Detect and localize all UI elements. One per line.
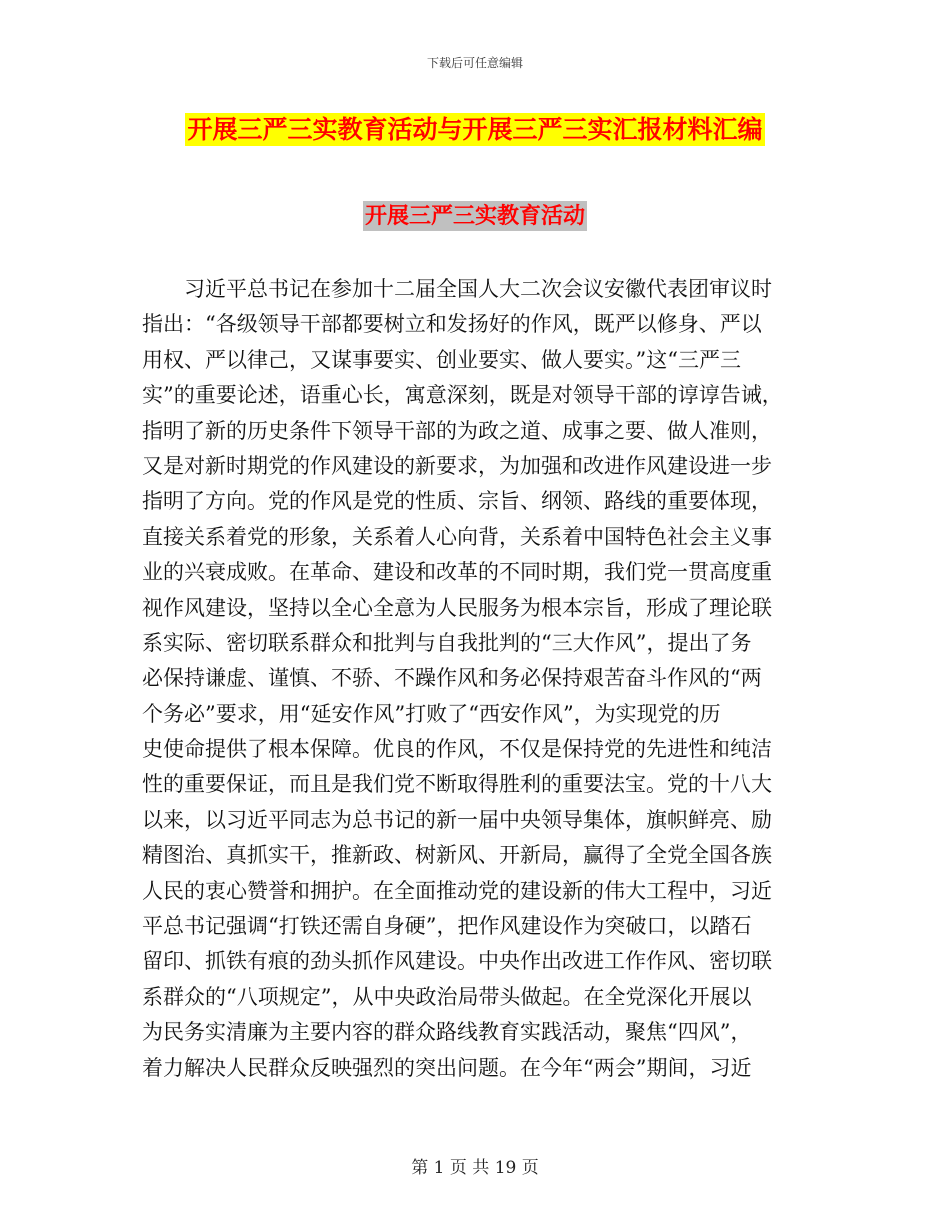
paragraph-line: 直接关系着党的形象，关系着人心向背，关系着中国特色社会主义事 <box>142 524 772 549</box>
paragraph-line: 人民的衷心赞誉和拥护。在全面推动党的建设新的伟大工程中，习近 <box>142 878 772 903</box>
document-title-text: 开展三严三实教育活动与开展三严三实汇报材料汇编 <box>187 115 763 144</box>
section-heading <box>0 199 950 233</box>
header-note: 下载后可任意编辑 <box>426 56 523 70</box>
paragraph-line: 指出：“各级领导干部都要树立和发扬好的作风，既严以修身、严以 <box>142 312 762 337</box>
paragraph-line: 指明了方向。党的作风是党的性质、宗旨、纲领、路线的重要体现， <box>142 489 772 514</box>
paragraph-line: 着力解决人民群众反映强烈的突出问题。在今年“两会”期间，习近 <box>142 1055 752 1080</box>
paragraph-line: 实”的重要论述，语重心长，寓意深刻，既是对领导干部的谆谆告诫， <box>142 383 783 408</box>
paragraph-line: 系群众的“八项规定”，从中央政治局带头做起。在全党深化开展以 <box>142 984 752 1009</box>
paragraph-line: 用权、严以律己，又谋事要实、创业要实、做人要实。”这“三严三 <box>142 347 741 372</box>
document-title <box>0 112 950 148</box>
paragraph-line: 业的兴衰成败。在革命、建设和改革的不同时期，我们党一贯高度重 <box>142 560 772 585</box>
paragraph-line: 又是对新时期党的作风建设的新要求，为加强和改进作风建设进一步 <box>142 453 772 478</box>
paragraph-line: 以来，以习近平同志为总书记的新一届中央领导集体，旗帜鲜亮、励 <box>142 807 772 832</box>
paragraph-line: 性的重要保证，而且是我们党不断取得胜利的重要法宝。党的十八大 <box>142 772 772 797</box>
paragraph-line: 平总书记强调“打铁还需自身硬”，把作风建设作为突破口，以踏石 <box>142 914 752 939</box>
paragraph-line: 留印、抓铁有痕的劲头抓作风建设。中央作出改进工作作风、密切联 <box>142 949 772 974</box>
paragraph-line: 系实际、密切联系群众和批判与自我批判的“三大作风”，提出了务 <box>142 630 752 655</box>
paragraph-line: 视作风建设，坚持以全心全意为人民服务为根本宗旨，形成了理论联 <box>142 595 772 620</box>
page-number-footer: 第 1 页 共 19 页 <box>411 1158 539 1178</box>
paragraph-line: 为民务实清廉为主要内容的群众路线教育实践活动，聚焦“四风”， <box>142 1020 752 1045</box>
section-heading-text: 开展三严三实教育活动 <box>364 203 585 229</box>
paragraph-line: 指明了新的历史条件下领导干部的为政之道、成事之要、做人准则， <box>142 418 772 443</box>
paragraph-line: 必保持谦虚、谨慎、不骄、不躁作风和务必保持艰苦奋斗作风的“两 <box>142 666 762 691</box>
paragraph-line: 习近平总书记在参加十二届全国人大二次会议安徽代表团审议时 <box>184 277 772 301</box>
paragraph-line: 个务必”要求，用“延安作风”打败了“西安作风”，为实现党的历 <box>142 701 721 726</box>
paragraph-line: 精图治、真抓实干，推新政、树新风、开新局，赢得了全党全国各族 <box>142 843 772 868</box>
paragraph-line: 史使命提供了根本保障。优良的作风，不仅是保持党的先进性和纯洁 <box>142 737 772 762</box>
body-paragraph <box>142 272 802 1086</box>
